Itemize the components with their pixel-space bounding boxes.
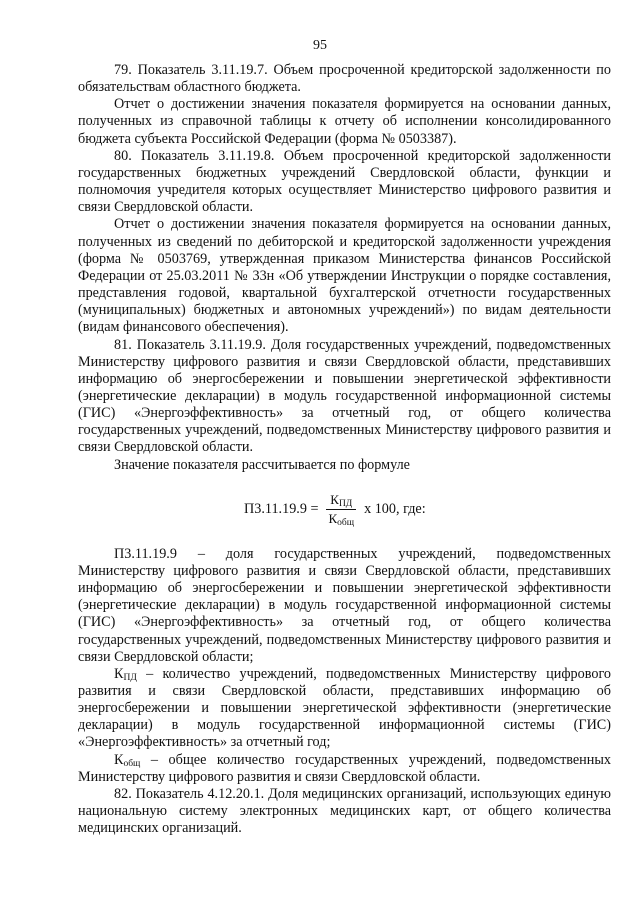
- formula-denominator: [324, 510, 358, 527]
- formula-lhs: П3.11.19.9 =: [244, 500, 319, 517]
- kobsh-base: К: [114, 751, 124, 768]
- document-body: [78, 62, 611, 837]
- numerator-subscript: ПД: [338, 498, 353, 509]
- kobsh-text: – общее количество государственных учреждений, подведомственных Министерству цифрового развития и связи Свердловской области.: [78, 751, 611, 785]
- numerator-base: К: [330, 491, 339, 507]
- kobsh-subscript: общ: [123, 758, 141, 769]
- definition-kpd: [78, 666, 611, 752]
- formula: [244, 492, 426, 527]
- page-number: 95: [313, 38, 327, 53]
- formula-rhs: x 100, где:: [364, 500, 426, 517]
- formula-block: [78, 474, 611, 546]
- paragraph-82: 82. Показатель 4.12.20.1. Доля медицинских организаций, использующих единую национальную систему электронных медицинских карт, от общего количества медицинских организаций.: [78, 785, 611, 837]
- paragraph-80-report: Отчет о достижении значения показателя формируется на основании данных, полученных из сведений по дебиторской и кредиторской задолженности учреждения (форма № 0503769, утвержденная приказом Министерства финансов Российской Федерации от 25.03.2011 № 33н «Об утверждении Инструкции о порядке составления, представления годовой, квартальной бухгалтерской отчетности государственных (муниципальных) бюджетных и автономных учреждений») по видам деятельности (видам финансового обеспечения).: [78, 216, 611, 336]
- formula-fraction: [324, 492, 358, 527]
- formula-numerator: [326, 492, 356, 510]
- paragraph-81: 81. Показатель 3.11.19.9. Доля государственных учреждений, подведомственных Министерству цифрового развития и связи Свердловской области, представивших информацию об энергосбережении и повышении энергетической эффективности (энергетические декларации) в модуль государственной информационной системы (ГИС) «Энергоэффективность» за отчетный год, от общего количества государственных учреждений, подведомственных Министерству цифрового развития и связи Свердловской области.: [78, 336, 611, 456]
- kpd-base: К: [114, 665, 124, 682]
- definition-p: П3.11.19.9 – доля государственных учреждений, подведомственных Министерству цифрового развития и связи Свердловской области, представивших информацию об энергосбережении и повышении энергетической эффективности (энергетические декларации) в модуль государственной информационной системы (ГИС) «Энергоэффективность» за отчетный год, от общего количества государственных учреждений, подведомственных Министерству цифрового развития и связи Свердловской области;: [78, 545, 611, 665]
- paragraph-79: 79. Показатель 3.11.19.7. Объем просроченной кредиторской задолженности по обязательствам областного бюджета.: [78, 62, 611, 96]
- paragraph-80: 80. Показатель 3.11.19.8. Объем просроченной кредиторской задолженности государственных бюджетных учреждений Свердловской области, функции и полномочия учредителя которых осуществляет Министерство цифрового развития и связи Свердловской области.: [78, 147, 611, 216]
- kpd-subscript: ПД: [123, 672, 137, 683]
- kpd-text: – количество учреждений, подведомственных Министерству цифрового развития и связи Свердловской области, представивших информацию об энергосбережении и повышении энергетической эффективности (энергетические декларации) в модуль государственной информационной системы (ГИС) «Энергоэффективность» за отчетный год;: [78, 665, 611, 751]
- paragraph-79-report: Отчет о достижении значения показателя формируется на основании данных, полученных из справочной таблицы к отчету об исполнении консолидированного бюджета субъекта Российской Федерации (форма № 0503387).: [78, 96, 611, 147]
- denominator-base: К: [328, 510, 338, 526]
- paragraph-81-formula-intro: Значение показателя рассчитывается по формуле: [114, 456, 410, 473]
- definition-kobsh: [78, 752, 611, 786]
- denominator-subscript: общ: [337, 517, 355, 528]
